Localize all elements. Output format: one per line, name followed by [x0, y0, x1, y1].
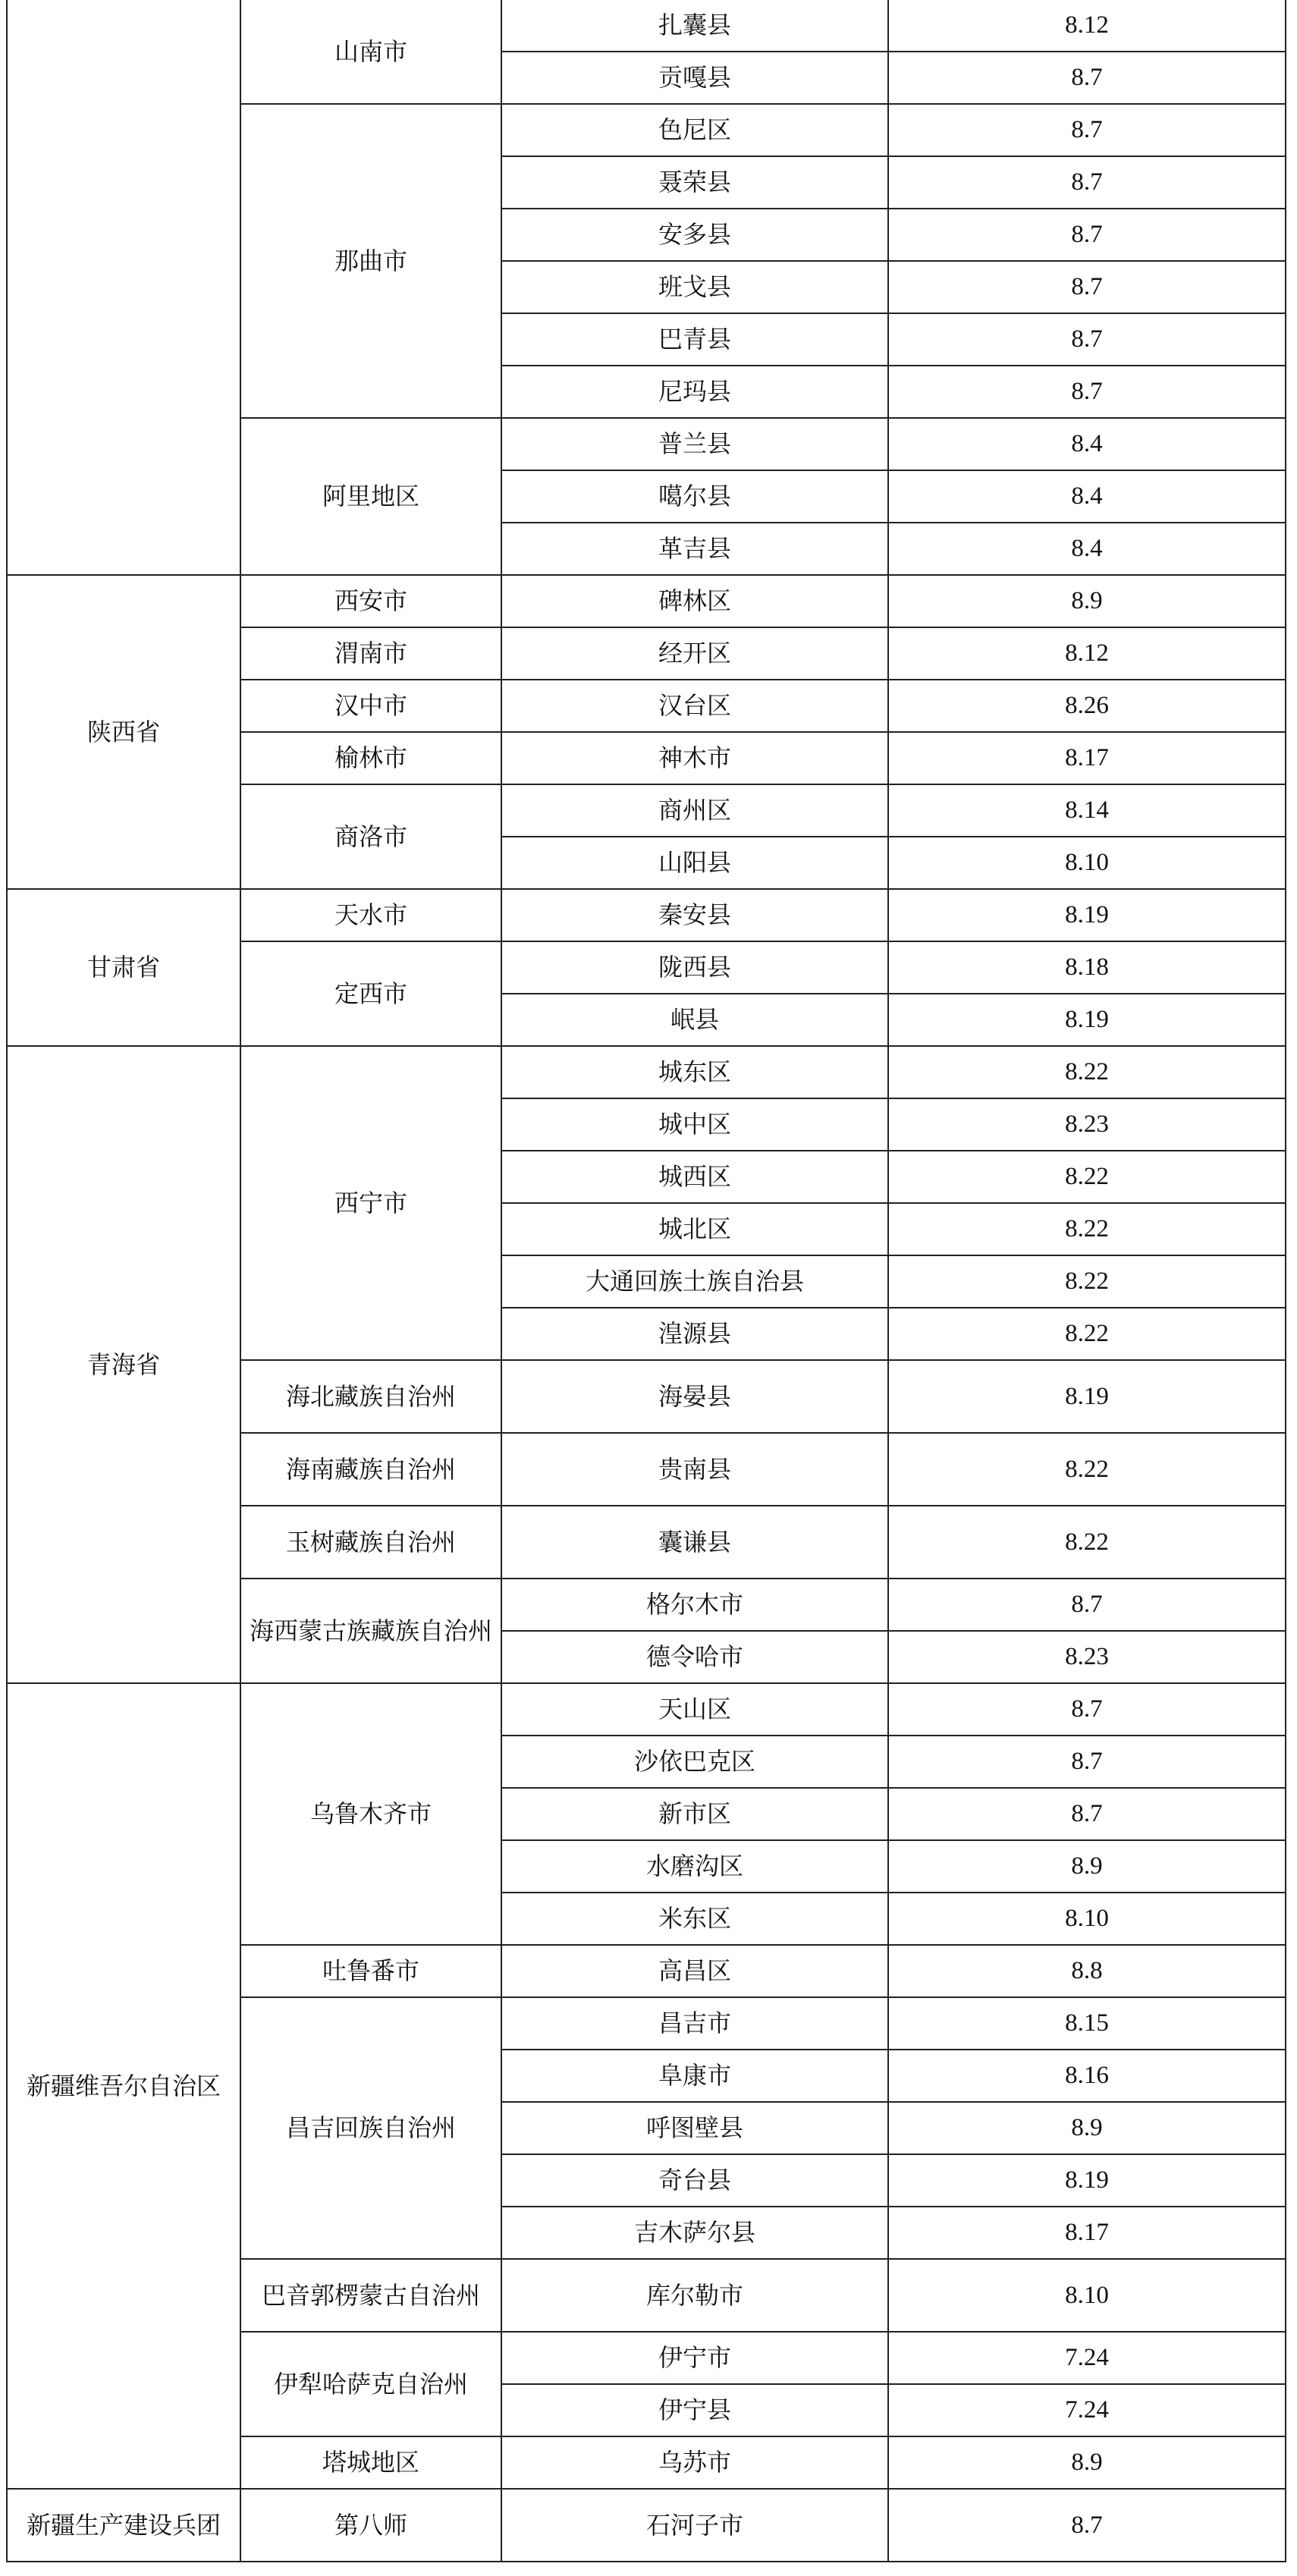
- county-cell: 德令哈市: [501, 1631, 888, 1683]
- table-row: [7, 1683, 1286, 1736]
- rate-cell: 8.22: [888, 1433, 1286, 1506]
- county-cell: 班戈县: [501, 261, 888, 313]
- rate-cell: 8.4: [888, 470, 1286, 523]
- rate-cell: 8.26: [888, 680, 1286, 732]
- table-body: [7, 0, 1286, 2562]
- rate-cell: 8.15: [888, 1997, 1286, 2050]
- rate-cell: 8.7: [888, 104, 1286, 156]
- city-cell: 山南市: [240, 0, 501, 104]
- city-cell: 吐鲁番市: [240, 1945, 501, 1997]
- county-cell: 水磨沟区: [501, 1840, 888, 1893]
- rate-cell: 8.12: [888, 0, 1286, 52]
- county-cell: 尼玛县: [501, 366, 888, 418]
- county-cell: 天山区: [501, 1683, 888, 1736]
- county-cell: 贵南县: [501, 1433, 888, 1506]
- rate-cell: 8.22: [888, 1203, 1286, 1255]
- county-cell: 聂荣县: [501, 156, 888, 209]
- rate-cell: 8.19: [888, 889, 1286, 941]
- city-cell: 那曲市: [240, 104, 501, 418]
- rate-cell: 8.18: [888, 941, 1286, 994]
- rate-cell: 8.17: [888, 2207, 1286, 2259]
- county-cell: 经开区: [501, 627, 888, 680]
- county-cell: 安多县: [501, 209, 888, 261]
- rate-cell: 8.7: [888, 313, 1286, 366]
- county-cell: 陇西县: [501, 941, 888, 994]
- province-cell: 青海省: [7, 1046, 240, 1683]
- rate-cell: 8.23: [888, 1098, 1286, 1151]
- county-cell: 贡嘎县: [501, 52, 888, 104]
- table-row: [7, 2489, 1286, 2562]
- rate-cell: 8.9: [888, 2436, 1286, 2489]
- county-cell: 米东区: [501, 1893, 888, 1945]
- rate-cell: 8.9: [888, 575, 1286, 627]
- city-cell: 伊犁哈萨克自治州: [240, 2332, 501, 2436]
- province-cell: 甘肃省: [7, 889, 240, 1046]
- rate-cell: 8.7: [888, 1788, 1286, 1840]
- rate-cell: 8.7: [888, 261, 1286, 313]
- city-cell: 西宁市: [240, 1046, 501, 1360]
- county-cell: 城北区: [501, 1203, 888, 1255]
- county-cell: 城西区: [501, 1151, 888, 1203]
- province-cell: 陕西省: [7, 575, 240, 889]
- county-cell: 神木市: [501, 732, 888, 784]
- city-cell: 海北藏族自治州: [240, 1360, 501, 1433]
- rate-cell: 8.22: [888, 1046, 1286, 1098]
- county-cell: 海晏县: [501, 1360, 888, 1433]
- county-cell: 吉木萨尔县: [501, 2207, 888, 2259]
- rate-cell: 8.23: [888, 1631, 1286, 1683]
- province-cell: 新疆生产建设兵团: [7, 2489, 240, 2562]
- table-row: [7, 889, 1286, 941]
- city-cell: 阿里地区: [240, 418, 501, 575]
- county-cell: 革吉县: [501, 523, 888, 575]
- city-cell: 玉树藏族自治州: [240, 1506, 501, 1579]
- rate-cell: 8.8: [888, 1945, 1286, 1997]
- city-cell: 昌吉回族自治州: [240, 1997, 501, 2259]
- county-cell: 奇台县: [501, 2154, 888, 2207]
- county-cell: 秦安县: [501, 889, 888, 941]
- city-cell: 汉中市: [240, 680, 501, 732]
- county-cell: 石河子市: [501, 2489, 888, 2562]
- vaccination-date-table: [6, 0, 1286, 2562]
- rate-cell: 8.7: [888, 1736, 1286, 1788]
- county-cell: 湟源县: [501, 1308, 888, 1360]
- rate-cell: 8.14: [888, 784, 1286, 837]
- rate-cell: 8.10: [888, 837, 1286, 889]
- county-cell: 呼图壁县: [501, 2102, 888, 2154]
- county-cell: 城中区: [501, 1098, 888, 1151]
- city-cell: 塔城地区: [240, 2436, 501, 2489]
- rate-cell: 8.19: [888, 2154, 1286, 2207]
- rate-cell: 8.16: [888, 2050, 1286, 2102]
- rate-cell: 8.22: [888, 1255, 1286, 1308]
- rate-cell: 8.17: [888, 732, 1286, 784]
- rate-cell: 8.4: [888, 523, 1286, 575]
- county-cell: 汉台区: [501, 680, 888, 732]
- table-row: [7, 575, 1286, 627]
- rate-cell: 8.9: [888, 2102, 1286, 2154]
- rate-cell: 8.22: [888, 1506, 1286, 1579]
- county-cell: 巴青县: [501, 313, 888, 366]
- province-cell: 新疆维吾尔自治区: [7, 1683, 240, 2489]
- rate-cell: 8.19: [888, 994, 1286, 1046]
- province-cell: [7, 0, 240, 575]
- county-cell: 昌吉市: [501, 1997, 888, 2050]
- city-cell: 乌鲁木齐市: [240, 1683, 501, 1945]
- table-row: [7, 1046, 1286, 1098]
- county-cell: 囊谦县: [501, 1506, 888, 1579]
- county-cell: 库尔勒市: [501, 2259, 888, 2332]
- county-cell: 格尔木市: [501, 1579, 888, 1631]
- county-cell: 山阳县: [501, 837, 888, 889]
- rate-cell: 7.24: [888, 2384, 1286, 2436]
- rate-cell: 8.7: [888, 1579, 1286, 1631]
- county-cell: 城东区: [501, 1046, 888, 1098]
- rate-cell: 8.7: [888, 52, 1286, 104]
- county-cell: 阜康市: [501, 2050, 888, 2102]
- rate-cell: 8.12: [888, 627, 1286, 680]
- city-cell: 渭南市: [240, 627, 501, 680]
- county-cell: 岷县: [501, 994, 888, 1046]
- county-cell: 乌苏市: [501, 2436, 888, 2489]
- city-cell: 第八师: [240, 2489, 501, 2562]
- city-cell: 定西市: [240, 941, 501, 1046]
- rate-cell: 8.7: [888, 156, 1286, 209]
- rate-cell: 8.7: [888, 366, 1286, 418]
- rate-cell: 8.22: [888, 1308, 1286, 1360]
- county-cell: 噶尔县: [501, 470, 888, 523]
- county-cell: 碑林区: [501, 575, 888, 627]
- rate-cell: 8.7: [888, 1683, 1286, 1736]
- rate-cell: 7.24: [888, 2332, 1286, 2384]
- rate-cell: 8.10: [888, 2259, 1286, 2332]
- county-cell: 伊宁市: [501, 2332, 888, 2384]
- city-cell: 巴音郭楞蒙古自治州: [240, 2259, 501, 2332]
- rate-cell: 8.9: [888, 1840, 1286, 1893]
- city-cell: 西安市: [240, 575, 501, 627]
- county-cell: 新市区: [501, 1788, 888, 1840]
- city-cell: 天水市: [240, 889, 501, 941]
- rate-cell: 8.7: [888, 2489, 1286, 2562]
- rate-cell: 8.7: [888, 209, 1286, 261]
- city-cell: 海南藏族自治州: [240, 1433, 501, 1506]
- county-cell: 扎囊县: [501, 0, 888, 52]
- city-cell: 海西蒙古族藏族自治州: [240, 1579, 501, 1683]
- rate-cell: 8.19: [888, 1360, 1286, 1433]
- table-row: [7, 0, 1286, 52]
- city-cell: 商洛市: [240, 784, 501, 889]
- city-cell: 榆林市: [240, 732, 501, 784]
- county-cell: 高昌区: [501, 1945, 888, 1997]
- county-cell: 沙依巴克区: [501, 1736, 888, 1788]
- county-cell: 伊宁县: [501, 2384, 888, 2436]
- rate-cell: 8.4: [888, 418, 1286, 470]
- county-cell: 色尼区: [501, 104, 888, 156]
- rate-cell: 8.22: [888, 1151, 1286, 1203]
- county-cell: 大通回族土族自治县: [501, 1255, 888, 1308]
- county-cell: 普兰县: [501, 418, 888, 470]
- county-cell: 商州区: [501, 784, 888, 837]
- rate-cell: 8.10: [888, 1893, 1286, 1945]
